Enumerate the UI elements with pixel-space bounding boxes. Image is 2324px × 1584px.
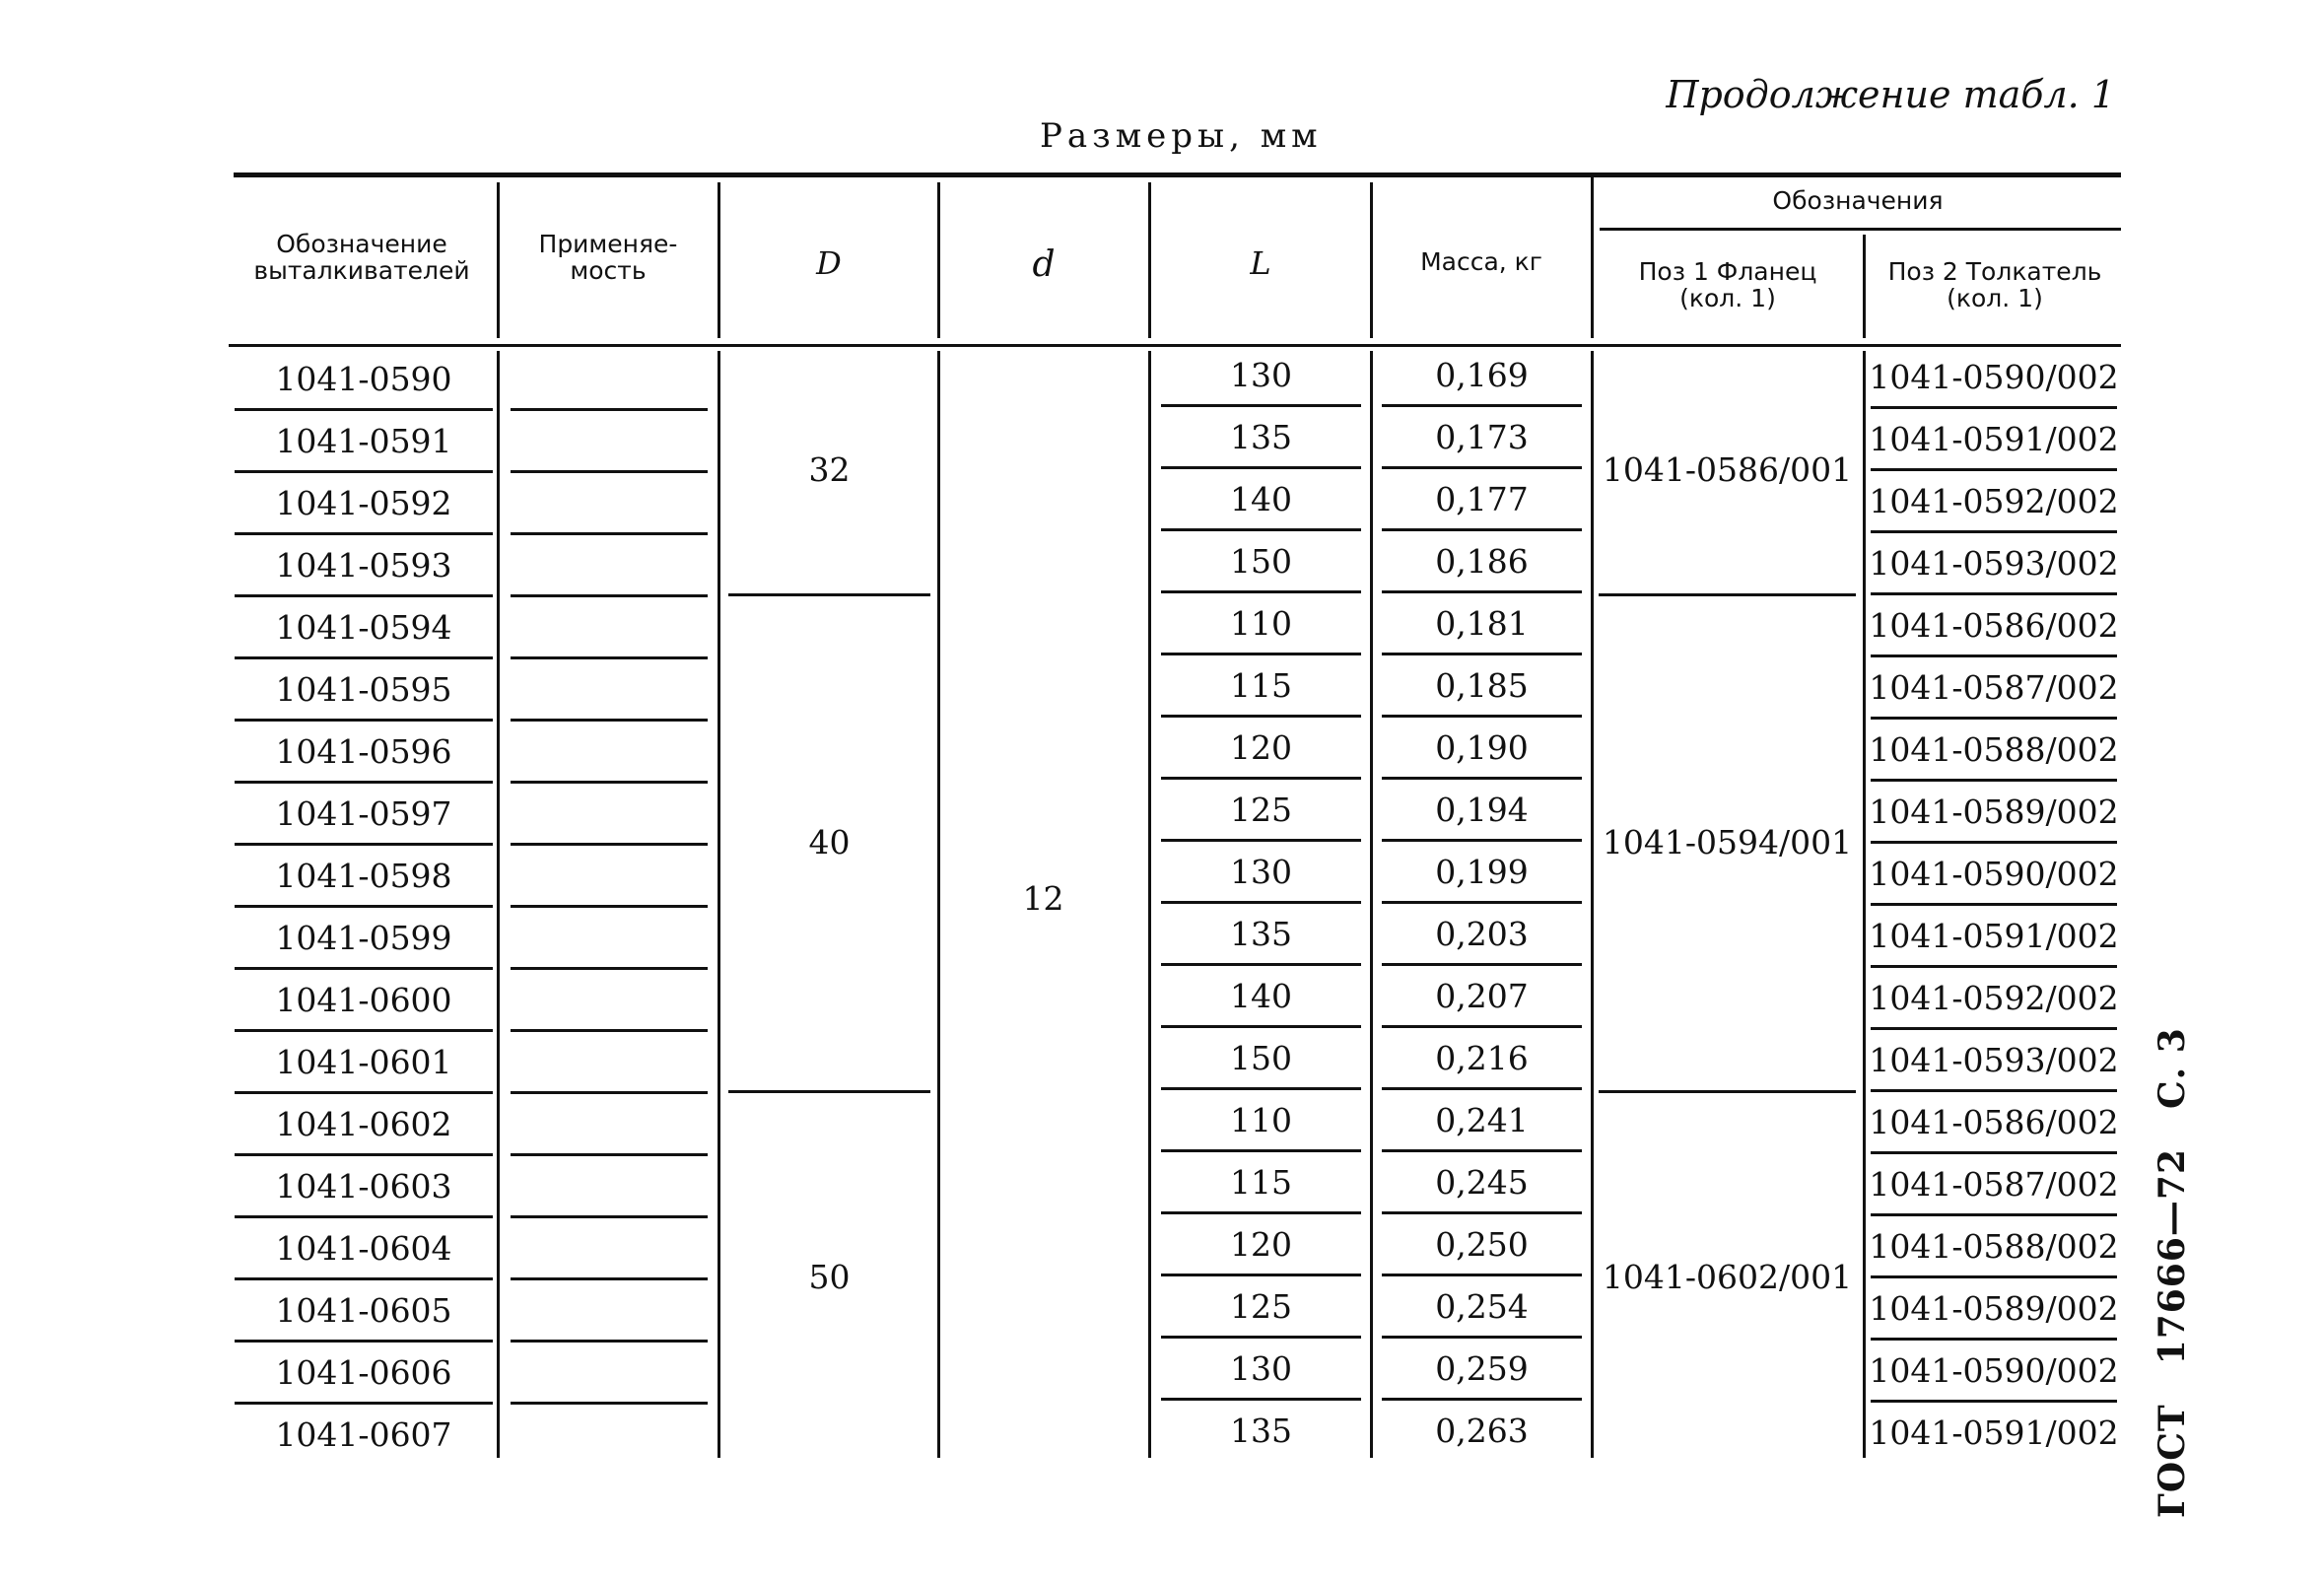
row-designation: 1041-0598 [275, 857, 452, 895]
row-designation: 1041-0605 [275, 1291, 452, 1330]
row-designation: 1041-0591 [275, 422, 452, 460]
row-separator [235, 967, 493, 970]
row-pos2: 1041-0591/002 [1869, 420, 2119, 458]
row-mass: 0,181 [1435, 604, 1529, 643]
row-separator [235, 1277, 493, 1280]
row-pos2: 1041-0592/002 [1869, 979, 2119, 1017]
row-separator [1161, 404, 1361, 407]
header-D: D [816, 244, 842, 282]
row-separator [1382, 1398, 1582, 1401]
row-separator [1161, 1211, 1361, 1214]
row-separator [1382, 901, 1582, 904]
row-designation: 1041-0590 [275, 360, 452, 398]
row-L: 140 [1230, 480, 1292, 518]
row-separator [1871, 592, 2117, 595]
header-applicability: Применяе- мость [538, 230, 678, 285]
header-pos2: Поз 2 Толкатель (кол. 1) [1887, 257, 2102, 312]
row-separator [1382, 1274, 1582, 1276]
row-designation: 1041-0602 [275, 1105, 452, 1143]
units-caption: Размеры, мм [1040, 116, 1323, 156]
row-designation: 1041-0600 [275, 981, 452, 1019]
group-D-value: 40 [808, 823, 851, 861]
row-designation: 1041-0593 [275, 546, 452, 585]
row-separator [1161, 901, 1361, 904]
row-mass: 0,263 [1435, 1412, 1529, 1450]
row-separator [1871, 779, 2117, 782]
row-separator [235, 594, 493, 597]
row-separator [1161, 777, 1361, 780]
row-L: 125 [1230, 791, 1292, 829]
row-pos2: 1041-0590/002 [1869, 1351, 2119, 1390]
row-separator [1382, 777, 1582, 780]
column-divider [1370, 351, 1373, 1458]
row-pos2: 1041-0591/002 [1869, 1413, 2119, 1452]
header-d: d [1032, 244, 1056, 285]
row-separator [1871, 1027, 2117, 1030]
row-separator [511, 470, 708, 473]
row-L: 125 [1230, 1287, 1292, 1326]
group-pos1-value: 1041-0586/001 [1602, 450, 1853, 489]
header-divider [937, 182, 940, 338]
row-mass: 0,245 [1435, 1163, 1529, 1202]
row-pos2: 1041-0589/002 [1869, 792, 2119, 831]
row-separator [1382, 528, 1582, 531]
header-designation: Обозначение выталкивателей [253, 230, 470, 285]
row-separator [511, 656, 708, 659]
row-pos2: 1041-0593/002 [1869, 544, 2119, 583]
row-mass: 0,254 [1435, 1287, 1529, 1326]
row-separator [511, 594, 708, 597]
row-separator [511, 719, 708, 722]
row-separator [1871, 530, 2117, 533]
row-L: 135 [1230, 915, 1292, 953]
row-separator [235, 1340, 493, 1343]
row-pos2: 1041-0593/002 [1869, 1041, 2119, 1079]
continuation-label: Продолжение табл. 1 [1666, 73, 2115, 116]
header-divider [1370, 182, 1373, 338]
column-divider [1591, 351, 1594, 1458]
row-separator [1871, 1089, 2117, 1092]
row-L: 130 [1230, 356, 1292, 394]
column-divider [937, 351, 940, 1458]
column-divider [1863, 351, 1866, 1458]
row-separator [235, 1215, 493, 1218]
row-mass: 0,207 [1435, 977, 1529, 1015]
row-L: 110 [1230, 604, 1292, 643]
row-separator [1382, 963, 1582, 966]
row-mass: 0,177 [1435, 480, 1529, 518]
d-value: 12 [1022, 879, 1064, 918]
group-separator [1599, 593, 1856, 596]
row-designation: 1041-0597 [275, 794, 452, 833]
header-divider [1863, 235, 1866, 338]
row-separator [1382, 715, 1582, 718]
row-separator [1382, 466, 1582, 469]
row-separator [1382, 590, 1582, 593]
side-label: ГОСТ17666—72С. 3 [2152, 1027, 2193, 1518]
row-pos2: 1041-0590/002 [1869, 358, 2119, 396]
group-separator [728, 593, 930, 596]
row-designation: 1041-0596 [275, 732, 452, 771]
row-separator [235, 781, 493, 784]
row-separator [235, 843, 493, 846]
row-separator [511, 1153, 708, 1156]
row-separator [235, 1029, 493, 1032]
header-divider [497, 182, 500, 338]
table-top-rule [234, 172, 2121, 177]
row-separator [1871, 717, 2117, 720]
row-L: 135 [1230, 1412, 1292, 1450]
row-designation: 1041-0592 [275, 484, 452, 522]
row-separator [511, 1215, 708, 1218]
row-separator [1871, 406, 2117, 409]
row-separator [1161, 466, 1361, 469]
row-separator [1871, 468, 2117, 471]
row-separator [511, 1340, 708, 1343]
row-L: 120 [1230, 728, 1292, 767]
row-separator [1161, 839, 1361, 842]
row-pos2: 1041-0588/002 [1869, 1227, 2119, 1266]
row-pos2: 1041-0591/002 [1869, 917, 2119, 955]
row-L: 115 [1230, 1163, 1292, 1202]
row-pos2: 1041-0587/002 [1869, 1165, 2119, 1204]
row-separator [1382, 1087, 1582, 1090]
row-pos2: 1041-0586/002 [1869, 1103, 2119, 1141]
row-separator [235, 470, 493, 473]
row-mass: 0,259 [1435, 1349, 1529, 1388]
row-designation: 1041-0595 [275, 670, 452, 709]
row-separator [235, 408, 493, 411]
row-designation: 1041-0604 [275, 1229, 452, 1268]
row-separator [1382, 404, 1582, 407]
group-pos1-value: 1041-0602/001 [1602, 1258, 1853, 1296]
column-divider [718, 351, 720, 1458]
row-pos2: 1041-0590/002 [1869, 855, 2119, 893]
row-pos2: 1041-0588/002 [1869, 730, 2119, 769]
row-mass: 0,185 [1435, 666, 1529, 705]
row-mass: 0,199 [1435, 853, 1529, 891]
row-mass: 0,194 [1435, 791, 1529, 829]
row-separator [511, 408, 708, 411]
row-separator [1382, 1149, 1582, 1152]
row-mass: 0,169 [1435, 356, 1529, 394]
header-pos1: Поз 1 Фланец (кол. 1) [1638, 257, 1817, 312]
header-divider [1148, 182, 1151, 338]
row-separator [511, 781, 708, 784]
group-separator [1599, 1090, 1856, 1093]
row-separator [1871, 1275, 2117, 1278]
row-separator [511, 1277, 708, 1280]
row-mass: 0,203 [1435, 915, 1529, 953]
row-separator [1161, 1274, 1361, 1276]
row-L: 110 [1230, 1101, 1292, 1139]
row-pos2: 1041-0587/002 [1869, 668, 2119, 707]
row-separator [511, 1402, 708, 1405]
row-separator [1871, 654, 2117, 657]
column-divider [1148, 351, 1151, 1458]
row-pos2: 1041-0589/002 [1869, 1289, 2119, 1328]
group-D-value: 50 [808, 1258, 851, 1296]
row-separator [1871, 903, 2117, 906]
row-separator [1161, 653, 1361, 655]
row-separator [1161, 1336, 1361, 1339]
row-separator [1161, 1149, 1361, 1152]
row-separator [1382, 839, 1582, 842]
row-separator [511, 843, 708, 846]
row-separator [235, 905, 493, 908]
row-L: 115 [1230, 666, 1292, 705]
row-separator [1871, 1213, 2117, 1216]
row-separator [511, 1091, 708, 1094]
row-separator [1161, 1025, 1361, 1028]
row-designation: 1041-0601 [275, 1043, 452, 1081]
row-L: 140 [1230, 977, 1292, 1015]
row-mass: 0,241 [1435, 1101, 1529, 1139]
group-separator [728, 1090, 930, 1093]
row-separator [1161, 963, 1361, 966]
row-L: 150 [1230, 1039, 1292, 1077]
row-separator [1871, 841, 2117, 844]
row-separator [511, 967, 708, 970]
row-L: 130 [1230, 853, 1292, 891]
row-separator [511, 905, 708, 908]
header-designations-group: Обозначения [1772, 186, 1944, 215]
group-D-value: 32 [808, 450, 851, 489]
row-L: 120 [1230, 1225, 1292, 1264]
row-separator [235, 1402, 493, 1405]
row-separator [1161, 590, 1361, 593]
row-mass: 0,190 [1435, 728, 1529, 767]
designations-group-rule [1600, 228, 2121, 231]
row-designation: 1041-0607 [275, 1415, 452, 1454]
row-separator [1161, 1398, 1361, 1401]
row-pos2: 1041-0592/002 [1869, 482, 2119, 520]
row-separator [1382, 653, 1582, 655]
header-divider [718, 182, 720, 338]
row-designation: 1041-0594 [275, 608, 452, 647]
row-separator [1871, 1338, 2117, 1341]
header-L: L [1250, 244, 1271, 282]
row-separator [1382, 1336, 1582, 1339]
row-separator [1382, 1211, 1582, 1214]
row-designation: 1041-0603 [275, 1167, 452, 1205]
row-separator [511, 532, 708, 535]
row-designation: 1041-0606 [275, 1353, 452, 1392]
row-separator [511, 1029, 708, 1032]
row-L: 135 [1230, 418, 1292, 456]
header-divider [1591, 177, 1594, 338]
row-mass: 0,250 [1435, 1225, 1529, 1264]
header-bottom-rule [229, 344, 2121, 347]
row-separator [235, 719, 493, 722]
row-separator [235, 656, 493, 659]
row-separator [1161, 1087, 1361, 1090]
row-mass: 0,186 [1435, 542, 1529, 581]
row-L: 130 [1230, 1349, 1292, 1388]
row-separator [1161, 528, 1361, 531]
row-separator [1161, 715, 1361, 718]
header-mass: Масса, кг [1420, 247, 1542, 276]
row-mass: 0,173 [1435, 418, 1529, 456]
row-separator [235, 532, 493, 535]
group-pos1-value: 1041-0594/001 [1602, 823, 1853, 861]
row-designation: 1041-0599 [275, 919, 452, 957]
row-mass: 0,216 [1435, 1039, 1529, 1077]
row-pos2: 1041-0586/002 [1869, 606, 2119, 645]
row-separator [1382, 1025, 1582, 1028]
row-separator [1871, 1151, 2117, 1154]
row-separator [235, 1091, 493, 1094]
row-L: 150 [1230, 542, 1292, 581]
row-separator [1871, 965, 2117, 968]
row-separator [235, 1153, 493, 1156]
row-separator [1871, 1400, 2117, 1403]
